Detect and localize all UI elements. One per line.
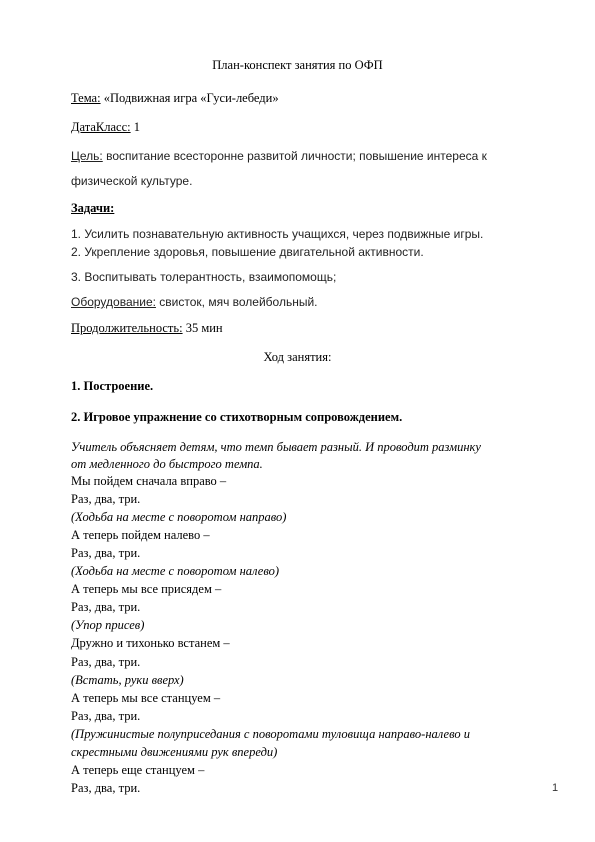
goal-line-2: физической культуре. [71,174,193,188]
date-class-value: 1 [130,120,140,134]
verse-line: А теперь мы все присядем – [71,582,222,597]
verse-instruction: скрестными движениями рук впереди) [71,744,278,759]
intro-line: Учитель объясняет детям, что темп бывает разный. И проводит разминку [71,440,481,454]
task-item: 2. Укрепление здоровья, повышение двигательной активности. [71,245,424,259]
theme-value: «Подвижная игра «Гуси-лебеди» [100,91,279,105]
task-item: 1. Усилить познавательную активность учащихся, через подвижные игры. [71,227,484,241]
duration-label: Продолжительность: [71,321,183,335]
verse-line: А теперь мы все станцуем – [71,690,221,705]
section-heading-2: 2. Игровое упражнение со стихотворным сопровождением. [71,410,403,424]
verse-line: А теперь еще станцуем – [71,762,205,777]
task-item: 3. Воспитывать толерантность, взаимопомощь; [71,270,337,284]
section-heading-1: 1. Построение. [71,379,154,393]
page-number: 1 [552,782,559,794]
verse-line: Раз, два, три. [71,546,141,561]
goal-label: Цель: [71,149,103,163]
verse-instruction: (Упор присев) [71,618,145,633]
verse-line: Раз, два, три. [71,600,141,615]
verse-line: Раз, два, три. [71,654,141,669]
duration-line [71,320,223,336]
date-class-label: ДатаКласс: [71,120,131,134]
course-heading: Ход занятия: [263,350,332,364]
equipment-label: Оборудование: [71,295,156,309]
verse-instruction: (Ходьба на месте с поворотом направо) [71,510,287,525]
equipment-value: свисток, мяч волейбольный. [155,295,318,309]
tasks-label: Задачи: [71,201,115,215]
duration-value: 35 мин [182,321,223,335]
verse-line: Раз, два, три. [71,780,141,795]
tasks-heading [71,200,114,216]
verse-line: А теперь пойдем налево – [71,528,210,543]
theme-line [71,90,279,106]
equipment-line [71,294,318,310]
goal-text-1: воспитание всесторонне развитой личности; повышение интереса к [102,149,487,163]
verse-line: Дружно и тихонько встанем – [71,636,230,651]
verse-line: Мы пойдем сначала вправо – [71,474,227,488]
verse-line: Раз, два, три. [71,492,141,507]
verse-line: Раз, два, три. [71,708,141,723]
verse-instruction: (Встать, руки вверх) [71,672,184,687]
goal-line-1 [71,148,487,164]
document-title: План-конспект занятия по ОФП [212,58,383,72]
intro-line: от медленного до быстрого темпа. [71,457,263,471]
date-class-line [71,119,140,135]
verse-instruction: (Ходьба на месте с поворотом налево) [71,564,280,579]
verse-instruction: (Пружинистые полуприседания с поворотами туловища направо-налево и [71,726,470,741]
theme-label: Тема: [71,91,101,105]
